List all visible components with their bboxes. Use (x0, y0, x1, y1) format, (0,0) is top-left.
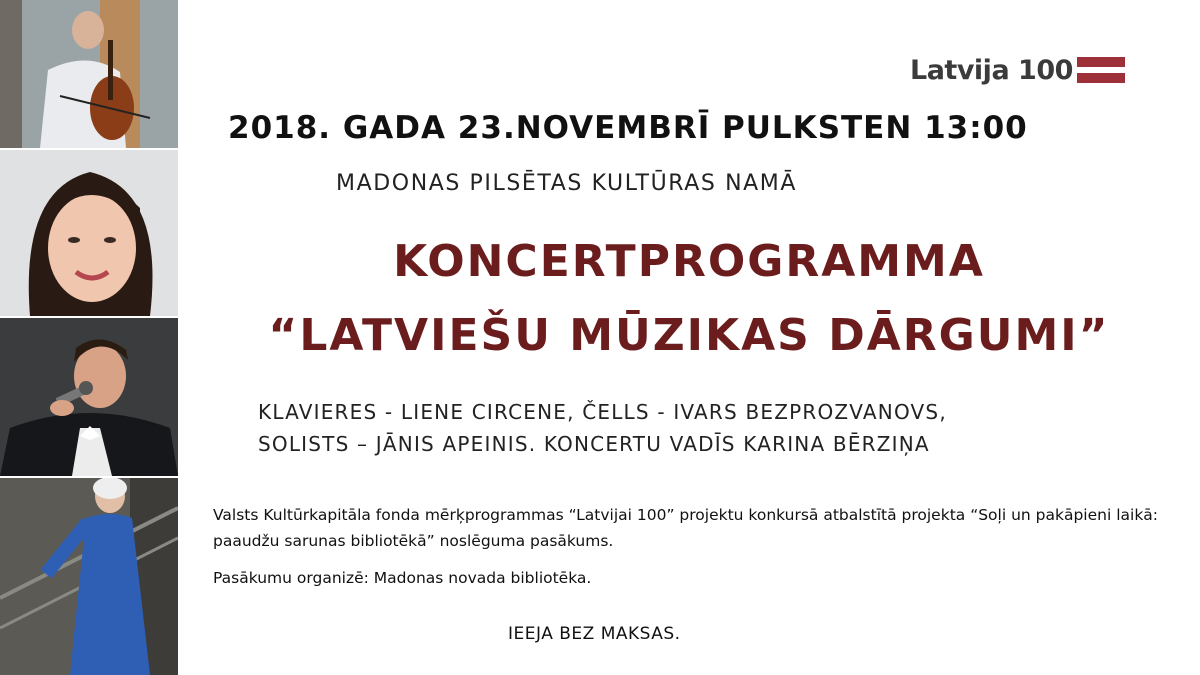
concert-title-line2: “LATVIEŠU MŪZIKAS DĀRGUMI” (268, 310, 1110, 361)
logo-text: Latvija 100 (910, 54, 1073, 86)
woman-blue-dress-icon (0, 478, 178, 675)
support-text: Valsts Kultūrkapitāla fonda mērķprogrammas “Latvijai 100” projektu konkursā atbalstītā projekta “Soļi un pakāpieni laikā: paaudžu sarunas bibliotēkā” noslēguma pasākums. (213, 506, 1159, 550)
event-date: 2018. GADA 23.NOVEMBRĪ PULKSTEN 13:00 (228, 110, 1028, 146)
latvija-100-logo (910, 52, 1125, 88)
cellist-photo-icon (0, 0, 178, 148)
free-entry-text: IEEJA BEZ MAKSAS. (508, 624, 681, 644)
latvian-flag-icon (1077, 57, 1125, 83)
woman-portrait-icon (0, 150, 178, 316)
performers-line2: SOLISTS – JĀNIS APEINIS. KONCERTU VADĪS KARINA BĒRZIŅA (258, 432, 930, 456)
organizer-text: Pasākumu organizē: Madonas novada bibliotēka. (213, 569, 592, 587)
event-venue: MADONAS PILSĒTAS KULTŪRAS NAMĀ (336, 171, 798, 196)
performers-line1: KLAVIERES - LIENE CIRCENE, ČELLS - IVARS BEZPROZVANOVS, (258, 400, 947, 424)
concert-title-line1: KONCERTPROGRAMMA (393, 236, 985, 287)
